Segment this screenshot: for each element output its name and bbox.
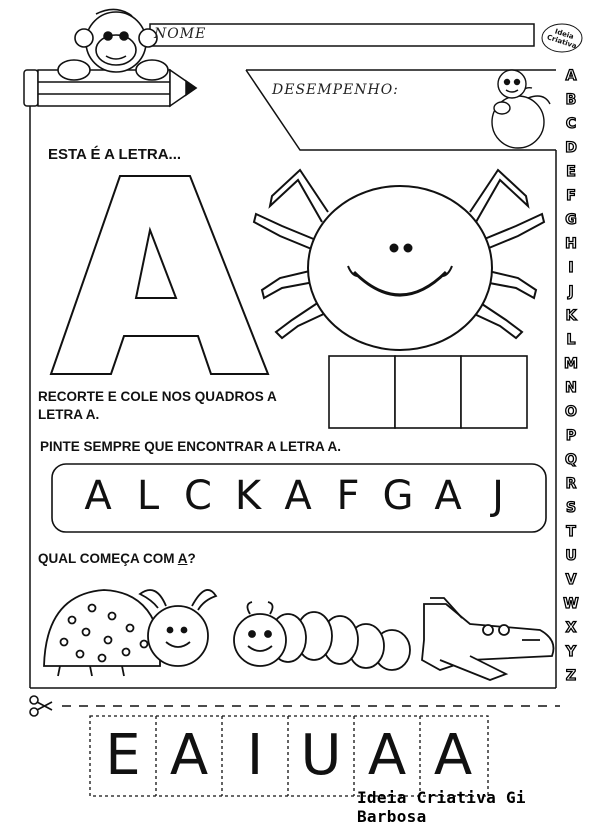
- sequence-letter: F: [336, 473, 360, 519]
- alphabet-letter: C: [565, 116, 577, 132]
- ladybug-icon: [44, 590, 216, 676]
- sequence-letter: A: [284, 473, 312, 519]
- cutout-letter: U: [300, 723, 342, 788]
- monkey-apple-icon: [492, 70, 550, 148]
- sequence-letter: L: [136, 473, 160, 519]
- paint-instruction: PINTE SEMPRE QUE ENCONTRAR A LETRA A.: [40, 439, 342, 454]
- cutout-letter: I: [246, 723, 264, 788]
- sequence-letter: G: [382, 473, 414, 519]
- name-field-frame: [150, 24, 534, 46]
- airplane-icon: [422, 598, 554, 680]
- question-text: [38, 550, 196, 567]
- sequence-letter: A: [434, 473, 462, 519]
- sequence-letter: C: [184, 473, 212, 519]
- alphabet-letter: S: [565, 500, 577, 516]
- alphabet-letter: D: [565, 140, 577, 156]
- alphabet-letter: U: [565, 548, 577, 564]
- alphabet-letter: N: [565, 380, 577, 396]
- alphabet-letter: R: [565, 476, 577, 492]
- big-letter-a: [51, 176, 268, 374]
- sequence-letter: J: [492, 473, 504, 519]
- question-prefix: QUAL COMEÇA COM: [38, 551, 178, 566]
- alphabet-letter: K: [565, 308, 577, 324]
- alphabet-letter: A: [565, 68, 577, 84]
- footer-brand: Ideia Criativa Gi Barbosa: [357, 788, 526, 826]
- cut-instruction-line1: RECORTE E COLE NOS QUADROS A: [38, 389, 277, 404]
- scissors-icon: [30, 696, 52, 716]
- cut-instruction-line2: LETRA A.: [38, 407, 100, 422]
- paste-boxes: [329, 356, 527, 428]
- alphabet-letter: I: [568, 260, 574, 276]
- cutout-letter: A: [169, 723, 209, 788]
- alphabet-letter: H: [565, 236, 577, 252]
- cutout-letter: E: [105, 723, 141, 788]
- name-label: NOME: [154, 26, 207, 42]
- alphabet-letter: P: [565, 428, 577, 444]
- question-letter: A: [177, 551, 188, 566]
- alphabet-letter: J: [568, 284, 574, 300]
- alphabet-letter: Y: [565, 644, 577, 660]
- cutout-letter: A: [367, 723, 407, 788]
- alphabet-letter: V: [565, 572, 577, 588]
- intro-text: ESTA É A LETRA...: [48, 146, 182, 163]
- sequence-letter: K: [234, 473, 262, 519]
- monkey-icon: [58, 9, 168, 80]
- desempenho-label: DESEMPENHO:: [272, 82, 399, 98]
- cutout-letter: A: [433, 723, 473, 788]
- alphabet-letter: E: [566, 164, 576, 180]
- caterpillar-icon: [234, 602, 410, 670]
- question-suffix: ?: [187, 551, 196, 566]
- alphabet-letter: Q: [565, 452, 577, 468]
- brand-corner-text: Ideia Criativa: [545, 27, 578, 51]
- alphabet-letter: W: [563, 596, 579, 612]
- pencil-icon: [24, 70, 196, 106]
- alphabet-letter: X: [565, 620, 577, 636]
- alphabet-letter: O: [565, 404, 577, 420]
- alphabet-letter: M: [564, 356, 578, 372]
- spider-icon: [254, 170, 544, 350]
- alphabet-letter: B: [565, 92, 577, 108]
- alphabet-letter: F: [566, 188, 576, 204]
- sequence-letter: A: [84, 473, 112, 519]
- alphabet-letter: Z: [565, 668, 577, 684]
- alphabet-letter: T: [566, 524, 576, 540]
- alphabet-letter: L: [566, 332, 576, 348]
- alphabet-letter: G: [565, 212, 577, 228]
